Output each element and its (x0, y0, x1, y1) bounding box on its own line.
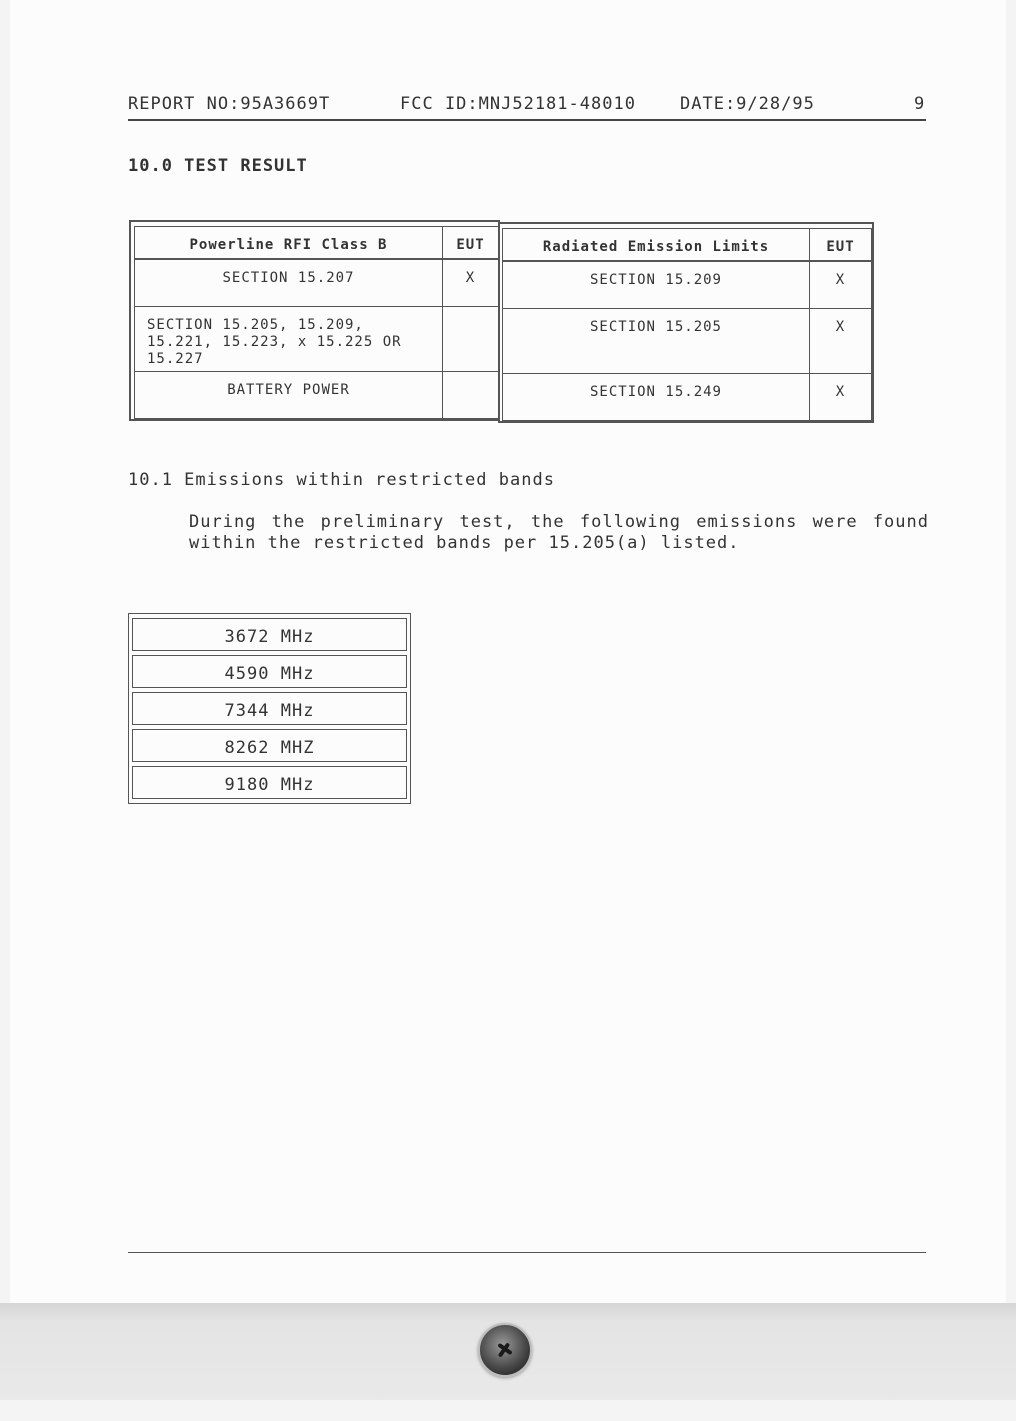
radiated-emission-table (498, 222, 874, 423)
page-number: 9 (914, 94, 926, 114)
powerline-eut-header: EUT (442, 226, 499, 259)
report-date: DATE:9/28/95 (680, 94, 815, 114)
table-cell: X (809, 373, 872, 421)
powerline-table (129, 220, 500, 421)
frequency-row: 7344 MHz (132, 692, 407, 725)
table-cell: X (809, 308, 872, 374)
frequency-row: 3672 MHz (132, 618, 407, 651)
frequency-row: 4590 MHz (132, 655, 407, 688)
table-cell: SECTION 15.249 (502, 373, 810, 421)
powerline-header: Powerline RFI Class B (134, 226, 443, 259)
frequency-row: 9180 MHz (132, 766, 407, 799)
report-header (128, 94, 926, 118)
table-cell: SECTION 15.207 (134, 259, 443, 307)
table-cell: SECTION 15.205 (502, 308, 810, 374)
screw-icon (478, 1323, 532, 1377)
fcc-id: FCC ID:MNJ52181-48010 (400, 94, 636, 114)
frequency-row: 8262 MHZ (132, 729, 407, 762)
radiated-eut-header: EUT (809, 228, 872, 261)
radiated-header: Radiated Emission Limits (502, 228, 810, 261)
footer-divider (128, 1252, 926, 1253)
header-divider (128, 119, 926, 121)
table-cell: BATTERY POWER (134, 371, 443, 419)
frequency-table (128, 613, 411, 804)
section-title: 10.0 TEST RESULT (128, 156, 308, 176)
table-cell (442, 371, 499, 419)
table-cell: SECTION 15.205, 15.209, 15.221, 15.223, x 15.225 OR 15.227 (134, 306, 443, 372)
body-paragraph: During the preliminary test, the following emissions were found within the restricted bands per 15.205(a) listed. (189, 512, 929, 553)
table-cell: X (442, 259, 499, 307)
report-number: REPORT NO:95A3669T (128, 94, 331, 114)
table-cell: X (809, 261, 872, 309)
table-cell (442, 306, 499, 372)
subsection-title: 10.1 Emissions within restricted bands (128, 470, 555, 490)
table-cell: SECTION 15.209 (502, 261, 810, 309)
